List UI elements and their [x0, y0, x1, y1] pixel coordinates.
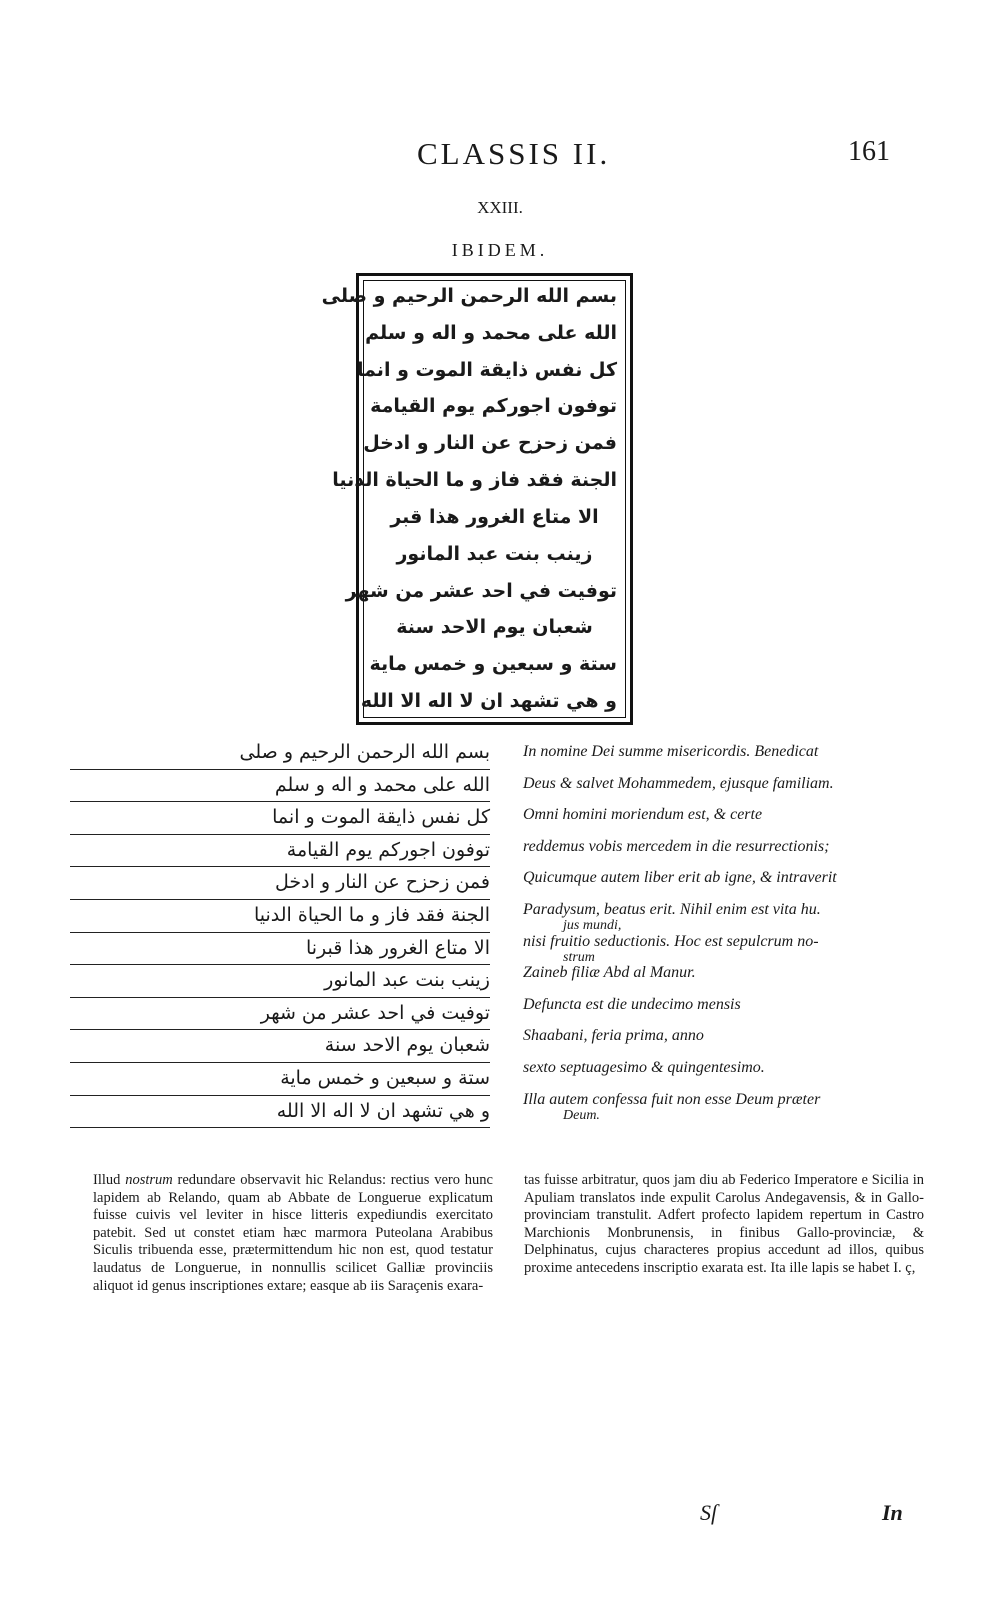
arabic-line: زينب بنت عبد المانور — [70, 965, 490, 998]
latin-line-text: Illa autem confessa fuit non esse Deum præter — [523, 1090, 821, 1108]
signature-mark: Sſ — [700, 1500, 718, 1525]
inscription-heading: IBIDEM. — [451, 240, 549, 260]
stone-line: و هي تشهد ان لا اله الا الله — [360, 689, 617, 712]
latin-line-text: nisi fruitio seductionis. Hoc est sepulcrum no- — [523, 932, 819, 950]
catchword: In — [882, 1500, 903, 1525]
arabic-line: توفيت في احد عشر من شهر — [70, 998, 490, 1031]
stone-line: توفون اجوركم يوم القيامة — [370, 395, 617, 418]
running-header-title: CLASSIS II. — [417, 136, 611, 171]
inscription-number: XXIII. — [477, 198, 523, 217]
latin-line-text: sexto septuagesimo & quingentesimo. — [523, 1058, 765, 1076]
arabic-line: شعبان يوم الاحد سنة — [70, 1030, 490, 1063]
latin-line — [523, 1021, 943, 1053]
latin-line-text: reddemus vobis mercedem in die resurrectionis; — [523, 837, 830, 855]
stone-line: الجنة فقد فاز و ما الحياة الدنيا — [332, 469, 617, 492]
stone-line: الله على محمد و اله و سلم — [365, 321, 617, 344]
arabic-line: توفون اجوركم يوم القيامة — [70, 835, 490, 868]
commentary-right-column — [524, 1172, 924, 1278]
latin-line — [523, 800, 943, 832]
latin-line — [523, 990, 943, 1022]
page-number: 161 — [848, 136, 890, 167]
stone-line: فمن زحزح عن النار و ادخل — [363, 432, 617, 455]
latin-line — [523, 769, 943, 801]
arabic-line: ستة و سبعين و خمس ماية — [70, 1063, 490, 1096]
stone-frame — [321, 280, 626, 718]
stone-line: زينب بنت عبد المانور — [396, 542, 593, 565]
arabic-line: بسم الله الرحمن الرحيم و صلى — [70, 737, 490, 770]
arabic-line: الله على محمد و اله و سلم — [70, 770, 490, 803]
stone-line: كل نفس ذايقة الموت و انما — [356, 358, 617, 381]
latin-line — [523, 1053, 943, 1085]
arabic-line: فمن زحزح عن النار و ادخل — [70, 867, 490, 900]
stone-line: توفيت في احد عشر من شهر — [345, 579, 617, 602]
latin-line — [523, 1085, 943, 1123]
latin-line — [523, 832, 943, 864]
stone-line: بسم الله الرحمن الرحيم و صلى — [321, 285, 617, 307]
latin-line-continuation: strum — [563, 949, 595, 965]
latin-line-continuation: Deum. — [563, 1107, 600, 1123]
commentary-right-paragraph: tas fuisse arbitratur, quos jam diu ab Federico Imperatore e Sicilia in Apuliam translatos inde expulit Carolus Andegavensis, & in Gallo-provinciam transtulit. Adfert profecto lapidem repertum in Castro Marchionis Monbrunensis, in finibus Gallo-provinciæ, & Delphinatus, cujus characteres propius accedunt ad illos, quibus proxime antecedens inscriptio exarata est. Ita ille lapis se habet I. ç, — [524, 1172, 924, 1276]
latin-line-text: Defuncta est die undecimo mensis — [523, 995, 741, 1013]
stone-line: الا متاع الغرور هذا قبر — [390, 505, 599, 528]
arabic-line: الا متاع الغرور هذا قبرنا — [70, 933, 490, 966]
latin-line-text: Shaabani, feria prima, anno — [523, 1027, 704, 1045]
commentary-word: Illud — [93, 1172, 121, 1188]
arabic-line: الجنة فقد فاز و ما الحياة الدنيا — [70, 900, 490, 933]
stone-line: شعبان يوم الاحد سنة — [396, 616, 593, 639]
arabic-line: كل نفس ذايقة الموت و انما — [70, 802, 490, 835]
latin-line-text: Paradysum, beatus erit. Nihil enim est vita hu. — [523, 900, 821, 918]
stone-line: ستة و سبعين و خمس ماية — [369, 653, 617, 676]
latin-line-continuation: jus mundi, — [563, 917, 622, 933]
latin-line — [523, 737, 943, 769]
latin-line-text: Zaineb filiæ Abd al Manur. — [523, 964, 696, 982]
latin-line — [523, 895, 943, 933]
latin-line — [523, 863, 943, 895]
arabic-line: و هي تشهد ان لا اله الا الله — [70, 1096, 490, 1129]
latin-line — [523, 958, 943, 990]
latin-line-text: In nomine Dei summe misericordis. Benedicat — [523, 743, 819, 760]
commentary-italic-word: nostrum — [125, 1172, 173, 1188]
inscription-stone-engraving — [321, 273, 633, 725]
latin-line — [523, 927, 943, 965]
latin-line-text: Deus & salvet Mohammedem, ejusque familiam. — [523, 774, 834, 792]
latin-line-text: Omni homini moriendum est, & certe — [523, 806, 763, 824]
latin-translation — [523, 737, 943, 1123]
commentary-left-paragraph — [93, 1172, 493, 1295]
commentary-text: redundare observavit hic Relandus: rectius vero hunc lapidem ab Relando, quam ab Abbate de Longuerue explicatum fuisse cuivis vel leviter in hisce litteris expediundis exercitato patebit. Sed ut constet etiam hæc marmora Puteolana Arabibus Siculis tribuenda esse, prætermittendum hic non est, quod testatur laudatus de Longuerue, in nonnullis scilicet Galliæ provinciis aliquot id genus inscriptiones extare; easque ab iis Saraçenis exara- — [93, 1172, 493, 1294]
commentary-left-column — [93, 1172, 493, 1295]
arabic-transcription — [70, 737, 490, 1128]
latin-line-text: Quicumque autem liber erit ab igne, & intraverit — [523, 869, 837, 887]
